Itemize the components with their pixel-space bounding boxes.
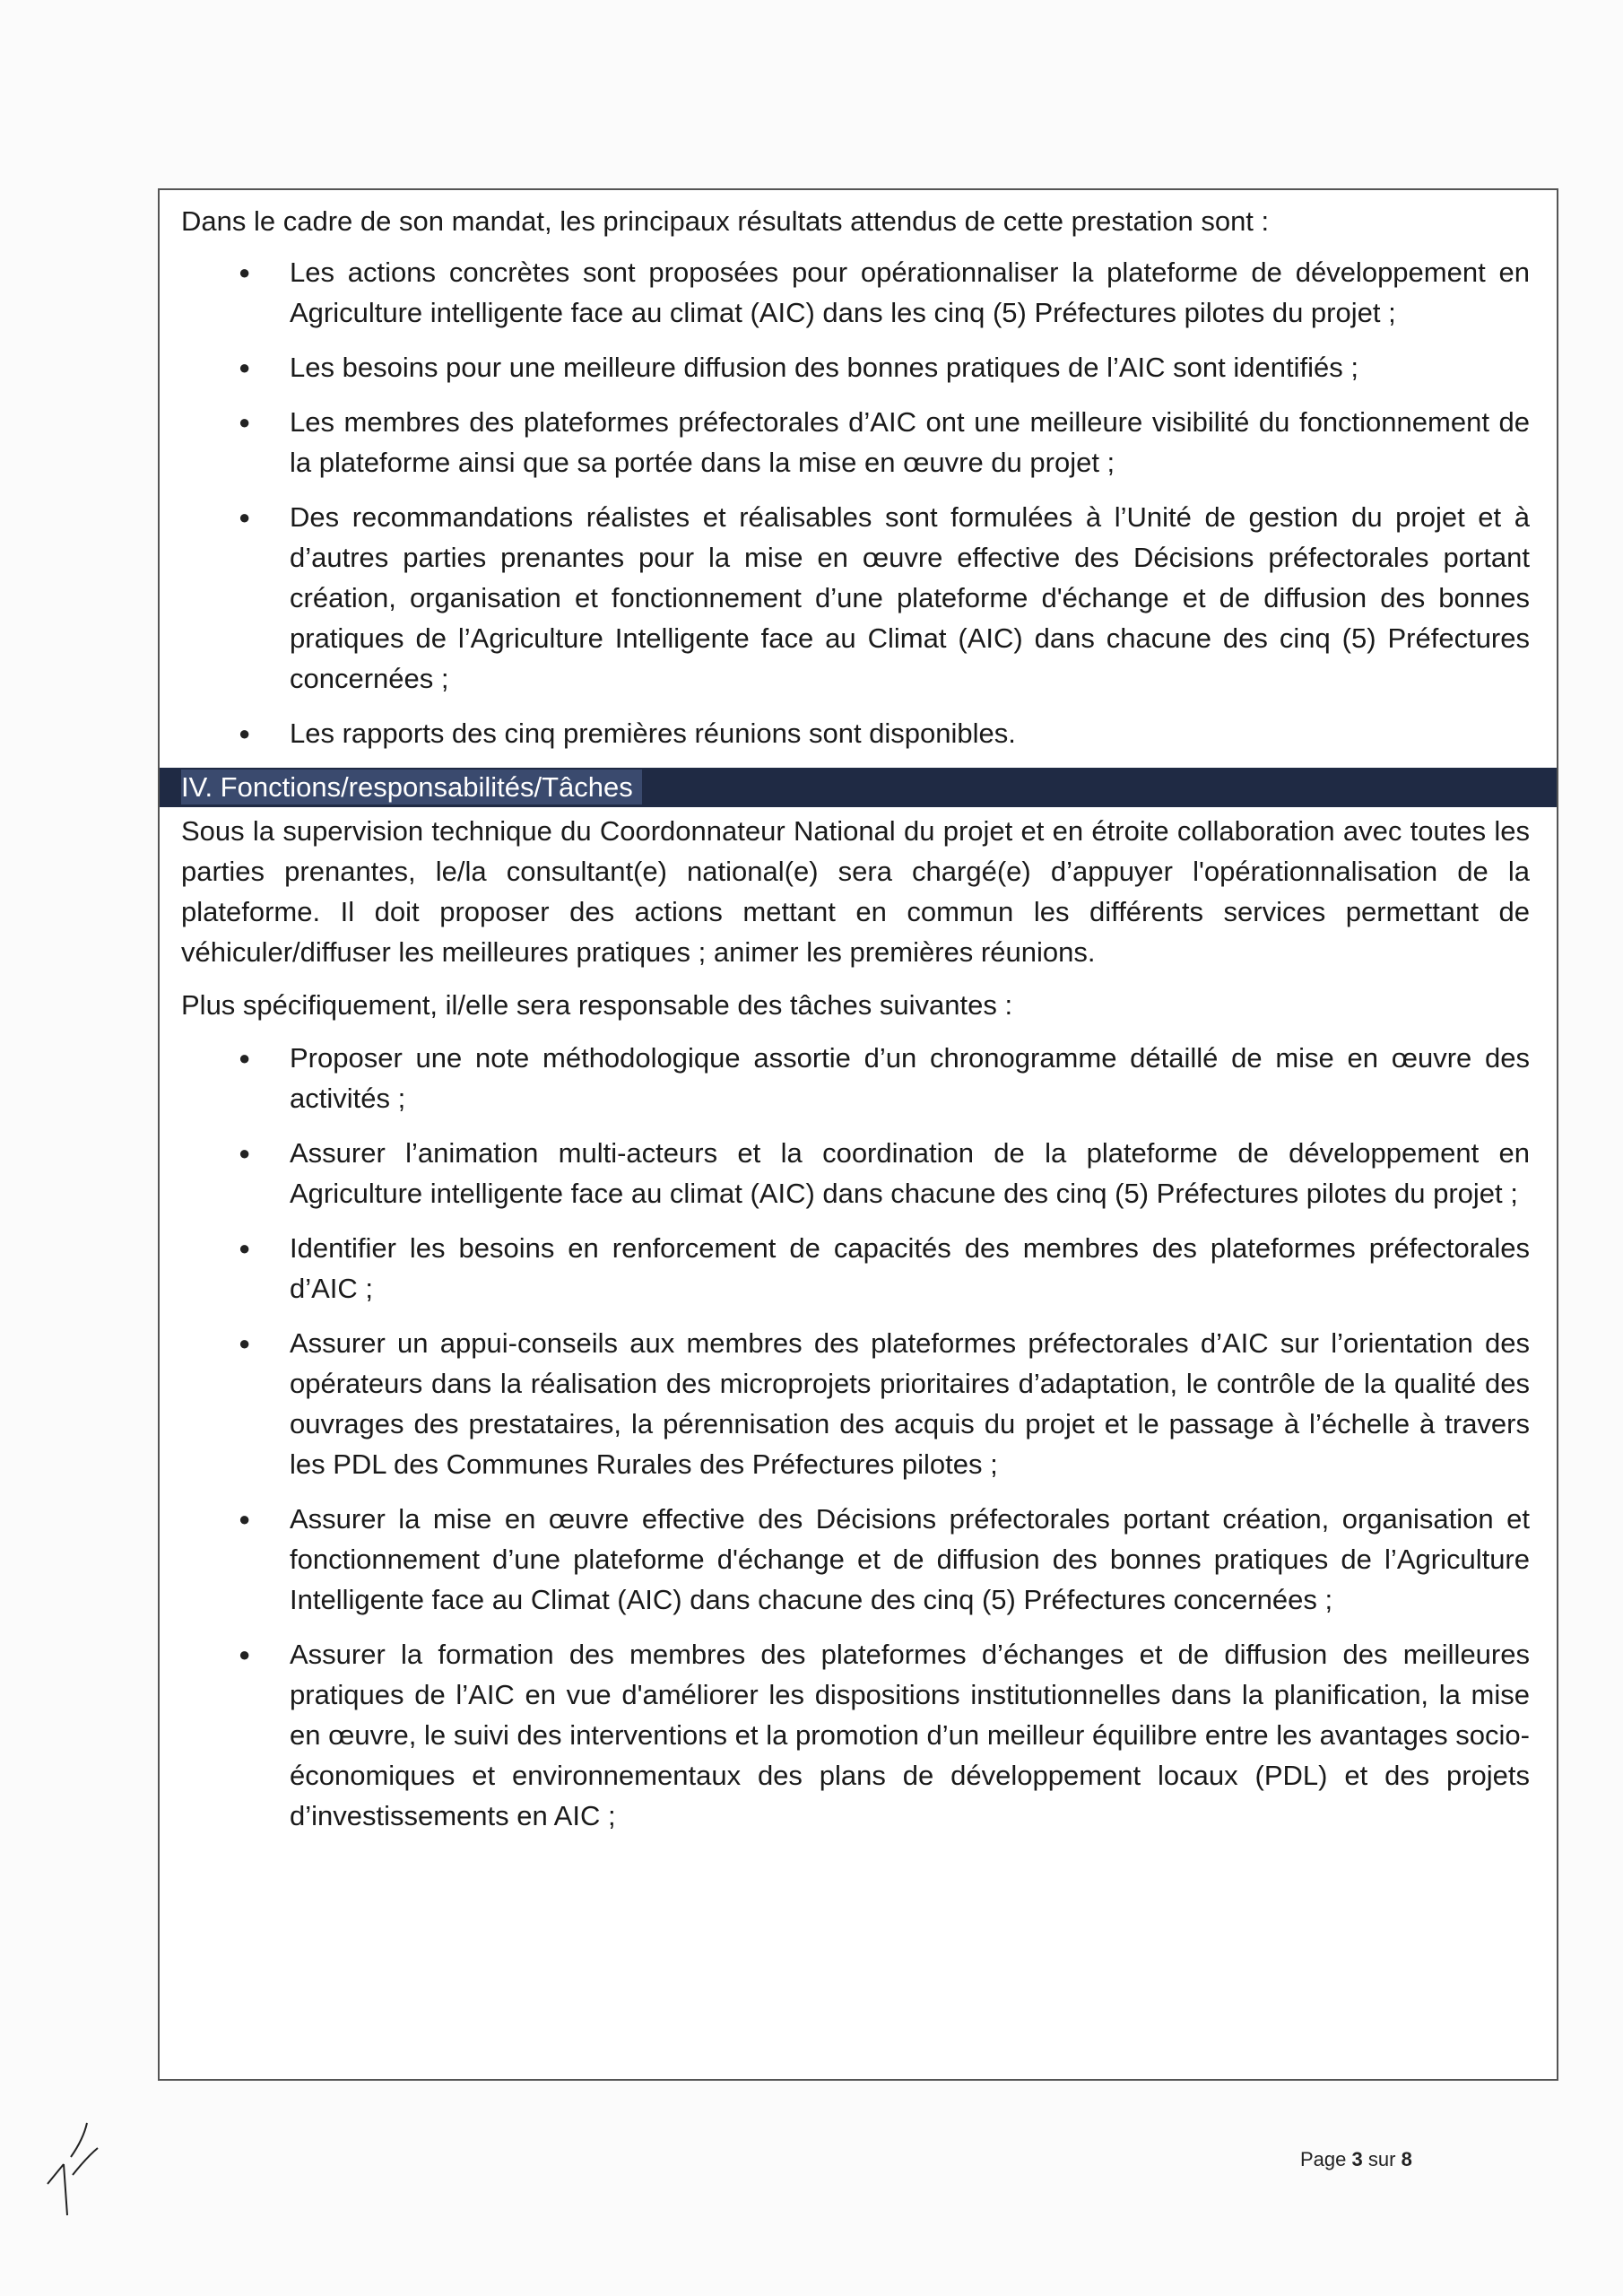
page-total: 8 [1401,2148,1412,2170]
section-paragraph: Sous la supervision technique du Coordonnateur National du projet et en étroite collaboration avec toutes les parties prenantes, le/la consultant(e) national(e) sera chargé(e) d’appuyer l'opérationnalisation de la plateforme. Il doit proposer des actions mettant en commun les différents services permettant de véhiculer/diffuser les meilleures pratiques ; animer les premières réunions. [181,815,1530,968]
page-label: Page [1300,2148,1347,2170]
section-heading-bar [160,768,1557,807]
list-item: ● Assurer l’animation multi-acteurs et la coordination de la plateforme de développement en Agriculture intelligente face au climat (AIC) dans chacune des cinq (5) Préfectures pilotes du projet ; [181,1133,1530,1213]
list-item: ● Identifier les besoins en renforcement de capacités des membres des plateformes préfectorales d’AIC ; [181,1228,1530,1309]
results-list [181,252,1530,753]
list-item: ● Proposer une note méthodologique assortie d’un chronogramme détaillé de mise en œuvre des activités ; [181,1038,1530,1118]
results-intro: Dans le cadre de son mandat, les principaux résultats attendus de cette prestation sont : [181,205,1270,237]
list-item: ● Assurer un appui-conseils aux membres des plateformes préfectorales d’AIC sur l’orientation des opérateurs dans la réalisation des microprojets prioritaires d’adaptation, le contrôle de la qualité des ouvrages des prestataires, la pérennisation des acquis du projet et le passage à l’échelle à travers les PDL des Communes Rurales des Préfectures pilotes ; [181,1323,1530,1484]
list-item: ● Les membres des plateformes préfectorales d’AIC ont une meilleure visibilité du fonctionnement de la plateforme ainsi que sa portée dans la mise en œuvre du projet ; [181,402,1530,483]
list-item: ● Les besoins pour une meilleure diffusion des bonnes pratiques de l’AIC sont identifiés ; [181,347,1530,387]
section-title: IV. Fonctions/responsabilités/Tâches [181,770,642,804]
page-current: 3 [1351,2148,1363,2170]
signature-icon [40,2121,103,2220]
list-item: ● Assurer la mise en œuvre effective des Décisions préfectorales portant création, organisation et fonctionnement d’une plateforme d'échange et de diffusion des bonnes pratiques de l’Agriculture Intelligente face au Climat (AIC) dans chacune des cinq (5) Préfectures concernées ; [181,1499,1530,1620]
list-item: ● Assurer la formation des membres des plateformes d’échanges et de diffusion des meilleures pratiques de l’AIC en vue d'améliorer les dispositions institutionnelles dans la planification, la mise en œuvre, le suivi des interventions et la promotion d’un meilleur équilibre entre les avantages socio-économiques et environnementaux des plans de développement locaux (PDL) et des projets d’investissements en AIC ; [181,1634,1530,1836]
tasks-intro: Plus spécifiquement, il/elle sera responsable des tâches suivantes : [181,989,1013,1021]
section-body [160,807,1557,1836]
content-frame [158,188,1558,2081]
page-sur: sur [1367,2148,1396,2170]
list-item: ● Des recommandations réalistes et réalisables sont formulées à l’Unité de gestion du projet et à d’autres parties prenantes pour la mise en œuvre effective des Décisions préfectorales portant création, organisation et fonctionnement d’une plateforme d'échange et de diffusion des bonnes pratiques de l’Agriculture Intelligente face au Climat (AIC) dans chacune des cinq (5) Préfectures concernées ; [181,497,1530,699]
page-number [1300,2148,1412,2171]
tasks-list [181,1038,1530,1836]
list-item: ● Les rapports des cinq premières réunions sont disponibles. [181,713,1530,753]
results-box [160,190,1557,753]
list-item: ● Les actions concrètes sont proposées pour opérationnaliser la plateforme de développement en Agriculture intelligente face au climat (AIC) dans les cinq (5) Préfectures pilotes du projet ; [181,252,1530,333]
